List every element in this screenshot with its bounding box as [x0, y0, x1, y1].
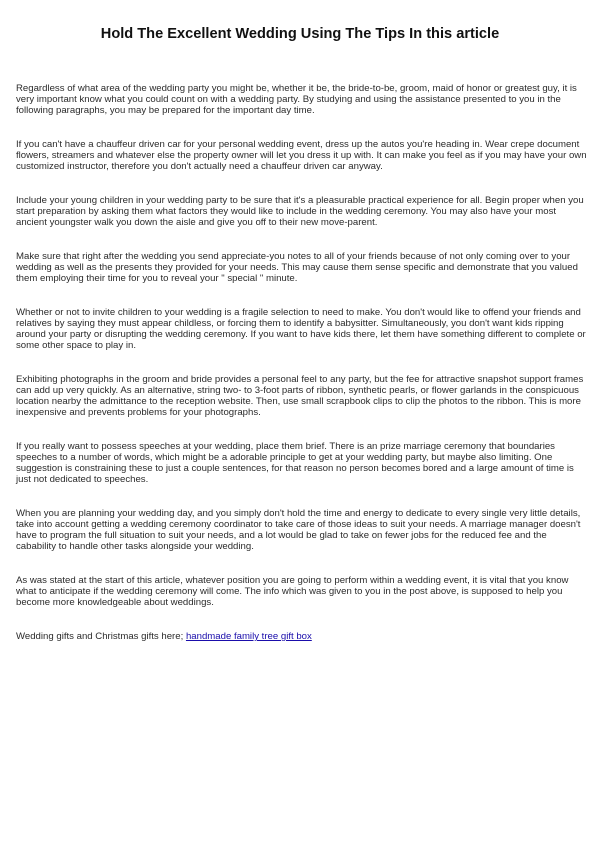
paragraph: If you can't have a chauffeur driven car for your personal wedding event, dress up the autos you're heading in. Wear crepe document flowers, streamers and whatever else the property owner will let you dress it up with. It can make you feel as if you may have your own customized instructor, therefore you don't actually need a chauffeur driven car anyway. [16, 139, 587, 172]
paragraph: Whether or not to invite children to your wedding is a fragile selection to need to make. You don't would like to offend your friends and relatives by saying they must appear childless, or forcing them to identify a babysitter. Simultaneously, you don't want kids ripping around your party or disrupting the wedding ceremony. If you want to have kids there, let them have something different to complete or some other space to play in. [16, 307, 586, 351]
paragraph: Make sure that right after the wedding you send appreciate-you notes to all of your friends because of not only coming over to your wedding as well as the presents they provided for your needs. This may cause them sense specific and demonstrate that you valued them employing their time for you to reveal your " special " minute. [16, 251, 578, 284]
closing-paragraph [16, 631, 588, 642]
paragraph: Include your young children in your wedding party to be sure that it's a pleasurable practical experience for all. Begin proper when you start preparation by asking them what factors they would like to include in the wedding ceremony. You may also have your most ancient youngster walk you down the aisle and give you off to their new move-parent. [16, 195, 584, 228]
closing-text: Wedding gifts and Christmas gifts here; [16, 631, 186, 642]
paragraph: As was stated at the start of this article, whatever position you are going to perform within a wedding event, it is vital that you know what to anticipate if the wedding ceremony will come. The info which was given to you in the post above, is supposed to help you become more knowledgeable about weddings. [16, 575, 569, 608]
gift-box-link[interactable]: handmade family tree gift box [185, 631, 312, 642]
paragraph: If you really want to possess speeches at your wedding, place them brief. There is an prize marriage ceremony that boundaries speeches to a number of words, which might be a adorable principle to get at your wedding party, but maybe also limiting. One suggestion is constraining these to just a couple sentences, for that reason no person becomes bored and a large amount of time is just not dedicated to speeches. [16, 441, 574, 485]
article-body [16, 83, 588, 665]
paragraph: Regardless of what area of the wedding party you might be, whether it be, the bride-to-be, groom, maid of honor or greatest guy, it is very important know what you could count on with a wedding party. By studying and using the assistance presented to you in the following paragraphs, you may be prepared for the important day time. [16, 83, 577, 116]
paragraph: Exhibiting photographs in the groom and bride provides a personal feel to any party, but the fee for attractive snapshot support frames can add up very quickly. As an alternative, string two- to 3-foot parts of ribbon, synthetic pearls, or flower garlands in the conspicuous location nearby the admittance to the reception website. Then, use small scrapbook clips to clip the photos to the ribbon. This is more inexpensive and prevents problems for your photographs. [16, 374, 584, 418]
page-title: Hold The Excellent Wedding Using The Tips In this article [100, 26, 500, 42]
paragraph: When you are planning your wedding day, and you simply don't hold the time and energy to dedicate to every single very little details, take into account getting a wedding ceremony coordinator to take care of those ideas to suit your needs. A marriage manager doesn't have to program the full situation to suit your needs, and a lot would be glad to take on fewer jobs for the reduced fee and the cabability to handle other tasks alongside your wedding. [16, 508, 581, 552]
